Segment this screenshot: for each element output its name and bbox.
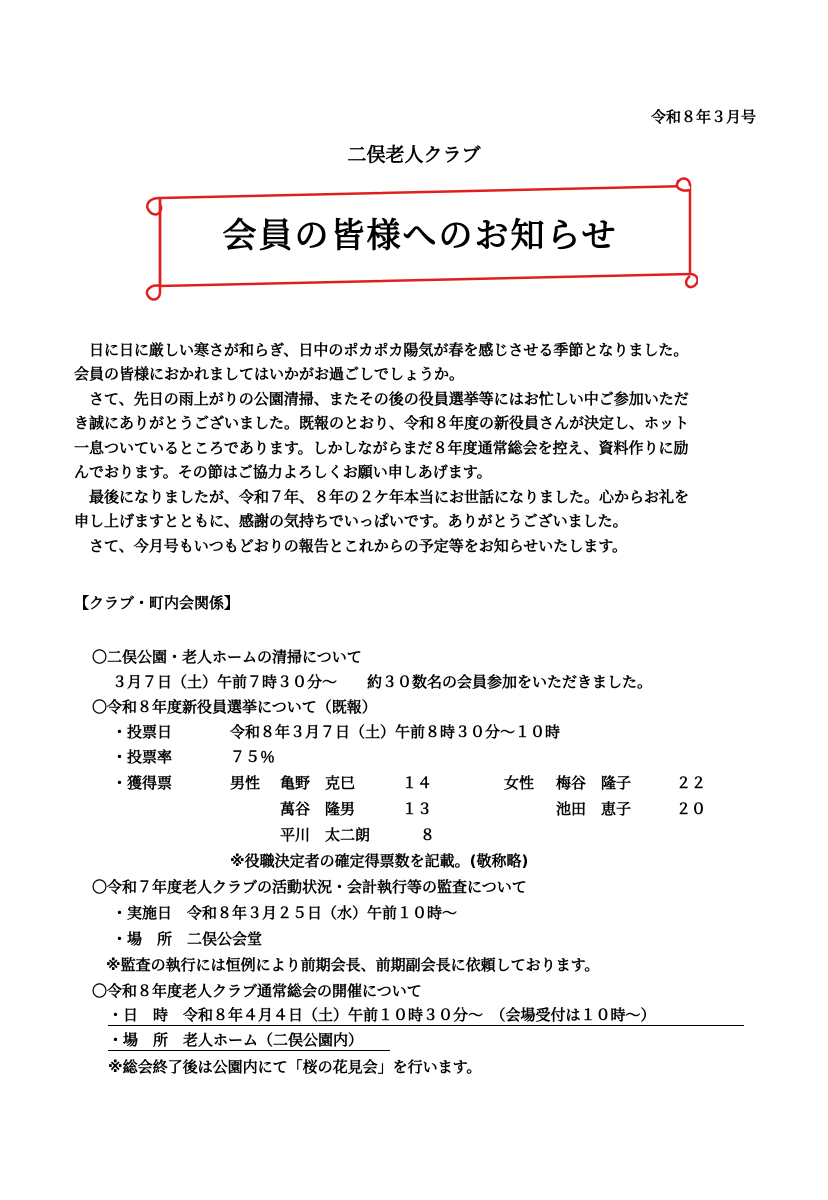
election-note: ※役職決定者の確定得票数を記載。(敬称略) bbox=[230, 852, 529, 870]
female-label: 女性 bbox=[504, 774, 535, 792]
intro-line: 最後になりましたが、令和７年、８年の２ケ年本当にお世話になりました。心からお礼を bbox=[74, 488, 690, 506]
male-label: 男性 bbox=[230, 774, 261, 792]
intro-line: 日に日に厳しい寒さが和らぎ、日中のポカポカ陽気が春を感じさせる季節となりました。 bbox=[74, 341, 689, 359]
meeting-note: ※総会終了後は公園内にて「桜の花見会」を行います。 bbox=[108, 1058, 482, 1076]
candidate-name: 平川 太二朗 bbox=[280, 826, 371, 844]
vote-day-label: ・投票日 bbox=[112, 723, 173, 741]
intro-line: さて、今月号もいつもどおりの報告とこれからの予定等をお知らせいたします。 bbox=[74, 537, 628, 555]
audit-date: ・実施日 令和８年３月２５日（水）午前１０時～ bbox=[112, 904, 458, 922]
candidate-votes: ２０ bbox=[676, 800, 707, 818]
candidate-name: 梅谷 隆子 bbox=[556, 774, 632, 792]
section-heading: 【クラブ・町内会関係】 bbox=[74, 594, 240, 612]
cleaning-detail: ３月７日（土）午前７時３０分～ 約３０数名の会員参加をいただきました。 bbox=[112, 673, 653, 691]
audit-place: ・場 所 二俣公会堂 bbox=[112, 930, 263, 948]
candidate-votes: １４ bbox=[402, 774, 433, 792]
cleaning-heading: 〇二俣公園・老人ホームの清掃について bbox=[92, 648, 362, 666]
candidate-name: 池田 恵子 bbox=[556, 800, 632, 818]
page-title: 会員の皆様へのお知らせ bbox=[222, 216, 618, 256]
turnout-label: ・投票率 bbox=[112, 748, 173, 766]
intro-line: 一息ついているところであります。しかしながらまだ８年度通常総会を控え、資料作りに励 bbox=[74, 439, 689, 457]
issue-date: 令和８年３月号 bbox=[650, 108, 756, 126]
meeting-heading: 〇令和８年度老人クラブ通常総会の開催について bbox=[92, 982, 422, 1000]
audit-note: ※監査の執行には恒例により前期会長、前期副会長に依頼しております。 bbox=[106, 956, 600, 974]
election-heading: 〇令和８年度新役員選挙について（既報） bbox=[92, 698, 377, 716]
turnout-value: ７５％ bbox=[230, 748, 276, 766]
candidate-name: 萬谷 隆男 bbox=[280, 800, 356, 818]
votes-label: ・獲得票 bbox=[112, 774, 173, 792]
candidate-votes: ８ bbox=[420, 826, 436, 844]
club-name: 二俣老人クラブ bbox=[347, 144, 481, 166]
intro-line: んでおります。その節はご協力よろしくお願い申しあげます。 bbox=[74, 463, 492, 481]
intro-line: さて、先日の雨上がりの公園清掃、またその後の役員選挙等にはお忙しい中ご参加いただ bbox=[74, 390, 689, 408]
intro-line: 申し上げますとともに、感謝の気持ちでいっぱいです。ありがとうございました。 bbox=[74, 512, 628, 530]
candidate-votes: ２２ bbox=[676, 774, 707, 792]
candidate-name: 亀野 克巳 bbox=[280, 774, 356, 792]
meeting-place: ・場 所 老人ホーム（二俣公園内） bbox=[108, 1029, 390, 1051]
vote-day-value: 令和８年３月７日（土）午前８時３０分～１０時 bbox=[230, 723, 561, 741]
audit-heading: 〇令和７年度老人クラブの活動状況・会計執行等の監査について bbox=[92, 878, 527, 896]
candidate-votes: １３ bbox=[402, 800, 433, 818]
intro-line: 会員の皆様におかれましてはいかがお過ごしでしょうか。 bbox=[74, 365, 465, 383]
meeting-time: ・日 時 令和８年４月４日（土）午前１０時３０分～ （会場受付は１０時～） bbox=[108, 1004, 744, 1026]
intro-line: き誠にありがとうございました。既報のとおり、令和８年度の新役員さんが決定し、ホット bbox=[74, 414, 690, 432]
